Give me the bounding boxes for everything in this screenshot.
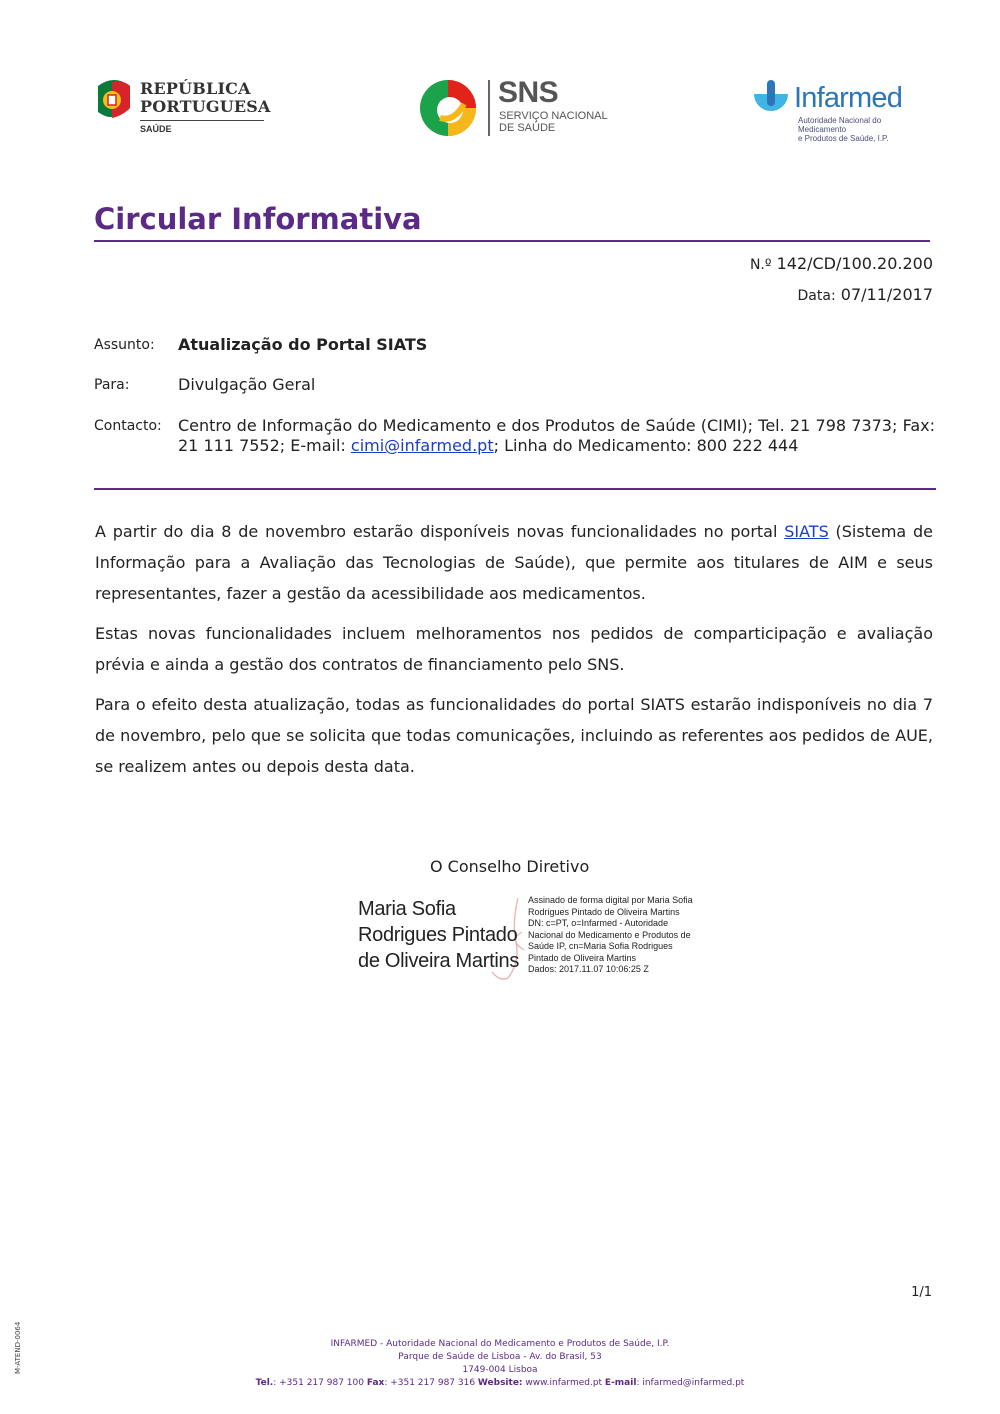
contacto-value: Centro de Informação do Medicamento e dos Produtos de Saúde (CIMI); Tel. 21 798 7373; Fax: 21 111 7552; E-mail: cimi@infarmed.pt; Linha do Medicamento: 800 222 444 <box>178 416 935 455</box>
section-divider <box>94 488 936 490</box>
sns-emblem-icon <box>418 78 480 138</box>
footer-postcode: 1749-004 Lisboa <box>462 1365 538 1375</box>
circular-date: Data: 07/11/2017 <box>797 285 933 304</box>
page-number: 1/1 <box>911 1285 932 1300</box>
contacto-label: Contacto: <box>94 418 162 434</box>
body-paragraph-3: Para o efeito desta atualização, todas as funcionalidades do portal SIATS estarão indisponíveis no dia 7 de novembro, pelo que se solicita que todas comunicações, incluindo as referentes aos pedidos de AUE, se realizem antes ou depois desta data. <box>95 695 933 776</box>
republica-portuguesa-logo <box>94 78 269 140</box>
infarmed-name: Infarmed <box>794 82 903 114</box>
para-label: Para: <box>94 377 130 393</box>
siats-link[interactable]: SIATS <box>784 522 829 541</box>
body-paragraph-1: A partir do dia 8 de novembro estarão disponíveis novas funcionalidades no portal SIATS (Sistema de Informação para a Avaliação das Tecnologias de Saúde), que permite aos titulares de AIM e seus representantes, fazer a gestão da acessibilidade aos medicamentos. <box>95 522 934 603</box>
footer-website-link[interactable]: www.infarmed.pt <box>522 1378 605 1388</box>
portugal-emblem-icon <box>94 78 134 126</box>
contact-email-link[interactable]: cimi@infarmed.pt <box>350 436 494 455</box>
sns-fullname: SERVIÇO NACIONAL DE SAÚDE <box>499 110 608 134</box>
footer-address: Parque de Saúde de Lisboa - Av. do Brasil, 53 <box>398 1352 602 1362</box>
divider <box>140 120 264 121</box>
assunto-value: Atualização do Portal SIATS <box>178 335 428 354</box>
digital-signature-details: Assinado de forma digital por Maria Sofia Rodrigues Pintado de Oliveira Martins DN: c=PT, o=Infarmed - Autoridade Nacional do Medicamento e Produtos de Saúde IP, cn=Maria Sofia Rodrigues Pintado de Oliveira Martins Dados: 2017.11.07 10:06:25 Z <box>528 895 693 974</box>
rp-subtitle: SAÚDE <box>140 124 172 134</box>
assunto-label: Assunto: <box>94 337 155 353</box>
footer-email-link[interactable]: : infarmed@infarmed.pt <box>636 1378 745 1388</box>
page-title: Circular Informativa <box>94 202 422 236</box>
footer-organization: INFARMED - Autoridade Nacional do Medicamento e Produtos de Saúde, I.P. <box>330 1339 670 1349</box>
infarmed-logo <box>750 78 930 143</box>
circular-number: N.º 142/CD/100.20.200 <box>749 254 933 273</box>
signer-name: Maria Sofia Rodrigues Pintado de Oliveira Martins <box>358 898 520 972</box>
footer-contacts: Tel.: +351 217 987 100 Fax: +351 217 987 316 Website: www.infarmed.pt E-mail: infarmed@infarmed.pt <box>255 1378 745 1388</box>
infarmed-emblem-icon <box>750 80 792 124</box>
infarmed-subtitle: Autoridade Nacional do Medicamento e Produtos de Saúde, I.P. <box>798 116 889 143</box>
signer-body: O Conselho Diretivo <box>430 857 590 876</box>
title-divider <box>94 240 930 242</box>
sns-logo <box>418 78 608 140</box>
para-value: Divulgação Geral <box>178 375 316 394</box>
body-paragraph-2: Estas novas funcionalidades incluem melhoramentos nos pedidos de comparticipação e avaliação prévia e ainda a gestão dos contratos de financiamento pelo SNS. <box>95 624 933 674</box>
sns-acronym: SNS <box>498 76 559 109</box>
document-code: M-ATEND-0064 <box>14 1321 22 1374</box>
divider <box>488 80 490 136</box>
rp-title: REPÚBLICA PORTUGUESA <box>140 79 271 116</box>
